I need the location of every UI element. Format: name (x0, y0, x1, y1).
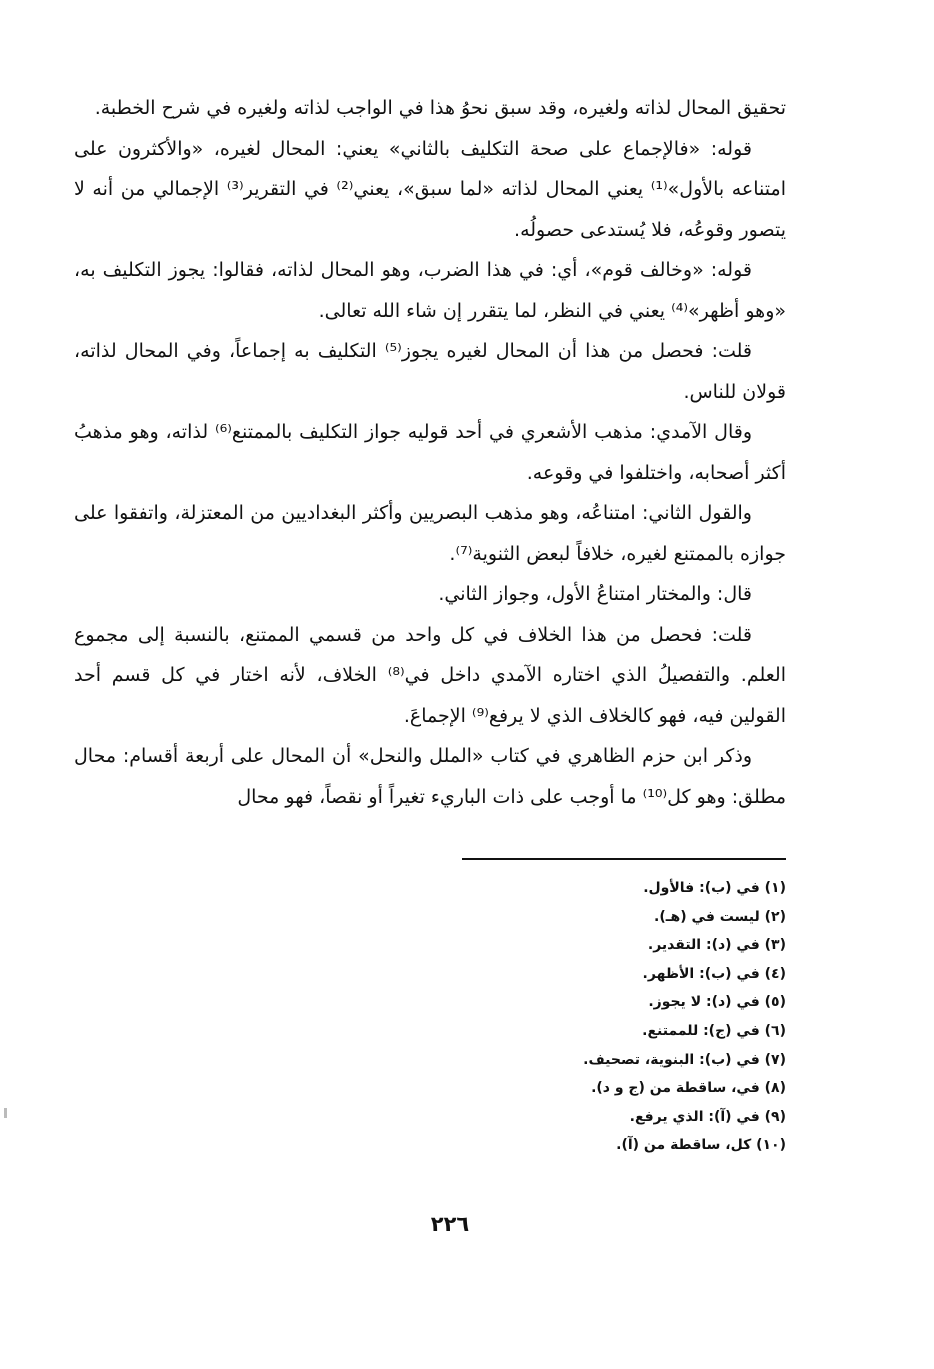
paragraph: قلت: فحصل من هذا الخلاف في كل واحد من قسمي الممتنع، بالنسبة إلى مجموع العلم. والتفصيلُ الذي اختاره الآمدي داخل في⁽⁸⁾ الخلاف، لأنه اختار في كل قسم أحد القولين فيه، فهو كالخلاف الذي لا يرفع⁽⁹⁾ الإجماعَ. (74, 623, 786, 727)
footnote: (٣) في (د): التقدير. (647, 937, 786, 954)
footnote: (٦) في (ج): للممتنع. (642, 1022, 786, 1039)
page-number: ٢٢٦ (430, 1212, 470, 1236)
paragraph: قوله: «فالإجماع على صحة التكليف بالثاني» يعني: المحال لغيره، «والأكثرون على امتناعه بالأول»⁽¹⁾ يعني المحال لذاته «لما سبق»، يعني⁽²⁾ في التقرير⁽³⁾ الإجمالي من أنه لا يتصور وقوعُه، فلا يُستدعى حصولُه. (74, 137, 786, 241)
paragraph: قوله: «وخالف قوم»، أي: في هذا الضرب، وهو المحال لذاته، فقالوا: يجوز التكليف به، «وهو أظهر»⁽⁴⁾ يعني في النظر، لما يتقرر إن شاء الله تعالى. (74, 259, 786, 322)
main-text (74, 88, 786, 817)
footnotes-list (386, 874, 786, 1160)
paragraph: قلت: فحصل من هذا أن المحال لغيره يجوز⁽⁵⁾ التكليف به إجماعاً، وفي المحال لذاته، قولان للناس. (74, 340, 786, 403)
footnote: (٤) في (ب): الأظهر. (642, 965, 786, 982)
footnote: (٨) في، ساقطة من (ج و د). (591, 1080, 786, 1097)
paragraph: وذكر ابن حزم الظاهري في كتاب «الملل والنحل» أن المحال على أربعة أقسام: محال مطلق: وهو كل⁽¹⁰⁾ ما أوجب على ذات الباريء تغيراً أو نقصاً، فهو محال (74, 745, 786, 808)
footnote: (١٠) كل، ساقطة من (آ). (616, 1137, 786, 1154)
footnote: (١) في (ب): فالأول. (643, 880, 786, 896)
footnote: (٥) في (د): لا يجوز. (648, 994, 786, 1011)
footnote-separator (462, 858, 786, 860)
footnote: (٩) في (آ): الذي يرفع. (629, 1108, 786, 1125)
footnote: (٢) ليست في (هـ). (654, 908, 786, 925)
paragraph: قال: والمختار امتناعُ الأول، وجواز الثاني. (438, 583, 752, 605)
scan-margin-mark (4, 1108, 7, 1118)
paragraph: والقول الثاني: امتناعُه، وهو مذهب البصريين وأكثر البغداديين من المعتزلة، واتفقوا على جوازه بالممتنع لغيره، خلافاً لبعض الثنوية⁽⁷⁾. (74, 502, 786, 565)
paragraph: تحقيق المحال لذاته ولغيره، وقد سبق نحوُ هذا في الواجب لذاته ولغيره في شرح الخطبة. (94, 97, 786, 119)
paragraph: وقال الآمدي: مذهب الأشعري في أحد قوليه جواز التكليف بالممتنع⁽⁶⁾ لذاته، وهو مذهبُ أكثر أصحابه، واختلفوا في وقوعه. (74, 421, 786, 484)
footnote: (٧) في (ب): البنوية، تصحيف. (583, 1051, 786, 1068)
